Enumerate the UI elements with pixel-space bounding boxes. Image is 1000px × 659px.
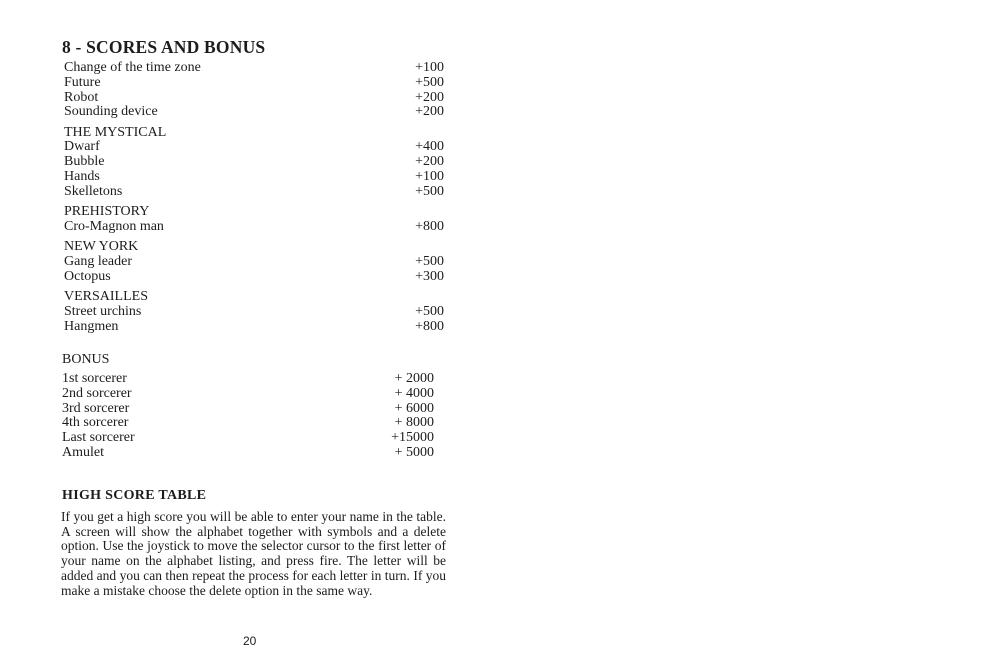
score-label: Dwarf: [64, 139, 100, 155]
score-value: +100: [415, 169, 444, 185]
bonus-row: [62, 387, 442, 402]
score-value: +200: [415, 154, 444, 170]
bonus-label: 3rd sorcerer: [62, 400, 130, 416]
bonus-label: 2nd sorcerer: [62, 385, 132, 401]
score-row: [64, 255, 444, 270]
score-list: [64, 61, 444, 335]
category-heading: VERSAILLES: [64, 289, 148, 305]
score-label: Bubble: [64, 154, 105, 170]
score-label: Gang leader: [64, 254, 133, 270]
bonus-section: [62, 352, 442, 461]
score-label: Future: [64, 74, 101, 90]
score-value: +500: [415, 254, 444, 270]
score-value: +500: [415, 183, 444, 199]
category-heading: NEW YORK: [64, 239, 139, 255]
section-title: 8 - SCORES AND BONUS: [62, 37, 266, 57]
page-number: 20: [243, 634, 257, 648]
score-label: Change of the time zone: [64, 60, 201, 75]
score-value: +300: [415, 268, 444, 284]
score-row: [64, 155, 444, 170]
bonus-row: [62, 402, 442, 417]
score-label: Street urchins: [64, 303, 142, 319]
bonus-label: Amulet: [62, 444, 104, 460]
score-value: +500: [415, 74, 444, 90]
score-value: +500: [415, 303, 444, 319]
bonus-value: +15000: [391, 430, 434, 446]
bonus-value: + 5000: [394, 444, 434, 460]
bonus-value: + 8000: [394, 415, 434, 431]
right-page-blank: [500, 0, 1000, 659]
score-row: [64, 140, 444, 155]
score-row: [64, 91, 444, 106]
score-row: [64, 270, 444, 285]
score-label: Cro-Magnon man: [64, 218, 164, 234]
score-row: [64, 220, 444, 235]
score-row: [64, 61, 444, 76]
score-row: [64, 185, 444, 200]
bonus-row: [62, 416, 442, 431]
score-row: [64, 76, 444, 91]
score-label: Sounding device: [64, 104, 158, 120]
high-score-heading: HIGH SCORE TABLE: [62, 488, 207, 503]
bonus-value: + 6000: [394, 400, 434, 416]
bonus-label: 4th sorcerer: [62, 415, 129, 431]
bonus-value: + 4000: [394, 385, 434, 401]
score-row: [64, 320, 444, 335]
bonus-value: + 2000: [394, 371, 434, 386]
score-label: Robot: [64, 89, 99, 105]
bonus-label: 1st sorcerer: [62, 371, 127, 386]
score-label: Hands: [64, 169, 100, 185]
score-label: Hangmen: [64, 318, 119, 334]
bonus-row: [62, 372, 442, 387]
score-row: [64, 105, 444, 120]
score-value: +200: [415, 104, 444, 120]
score-label: Octopus: [64, 268, 111, 284]
bonus-label: Last sorcerer: [62, 430, 135, 446]
score-label: Skelletons: [64, 183, 123, 199]
score-value: +800: [415, 218, 444, 234]
score-row: [64, 170, 444, 185]
score-value: +400: [415, 139, 444, 155]
bonus-heading: BONUS: [62, 352, 110, 367]
high-score-paragraph: If you get a high score you will be able to enter your name in the table. A screen will show the alphabet together with symbols and a delete option. Use the joystick to move the selector cursor to the first letter of your name on the alphabet listing, and press fire. The letter will be added and you can then repeat the process for each letter in turn. If you make a mistake choose the delete option in the same way.: [61, 509, 446, 598]
score-value: +100: [415, 60, 444, 75]
bonus-row: [62, 446, 442, 461]
category-heading: THE MYSTICAL: [64, 124, 167, 140]
score-value: +200: [415, 89, 444, 105]
bonus-row: [62, 431, 442, 446]
category-heading: PREHISTORY: [64, 204, 150, 220]
score-value: +800: [415, 318, 444, 334]
score-row: [64, 305, 444, 320]
